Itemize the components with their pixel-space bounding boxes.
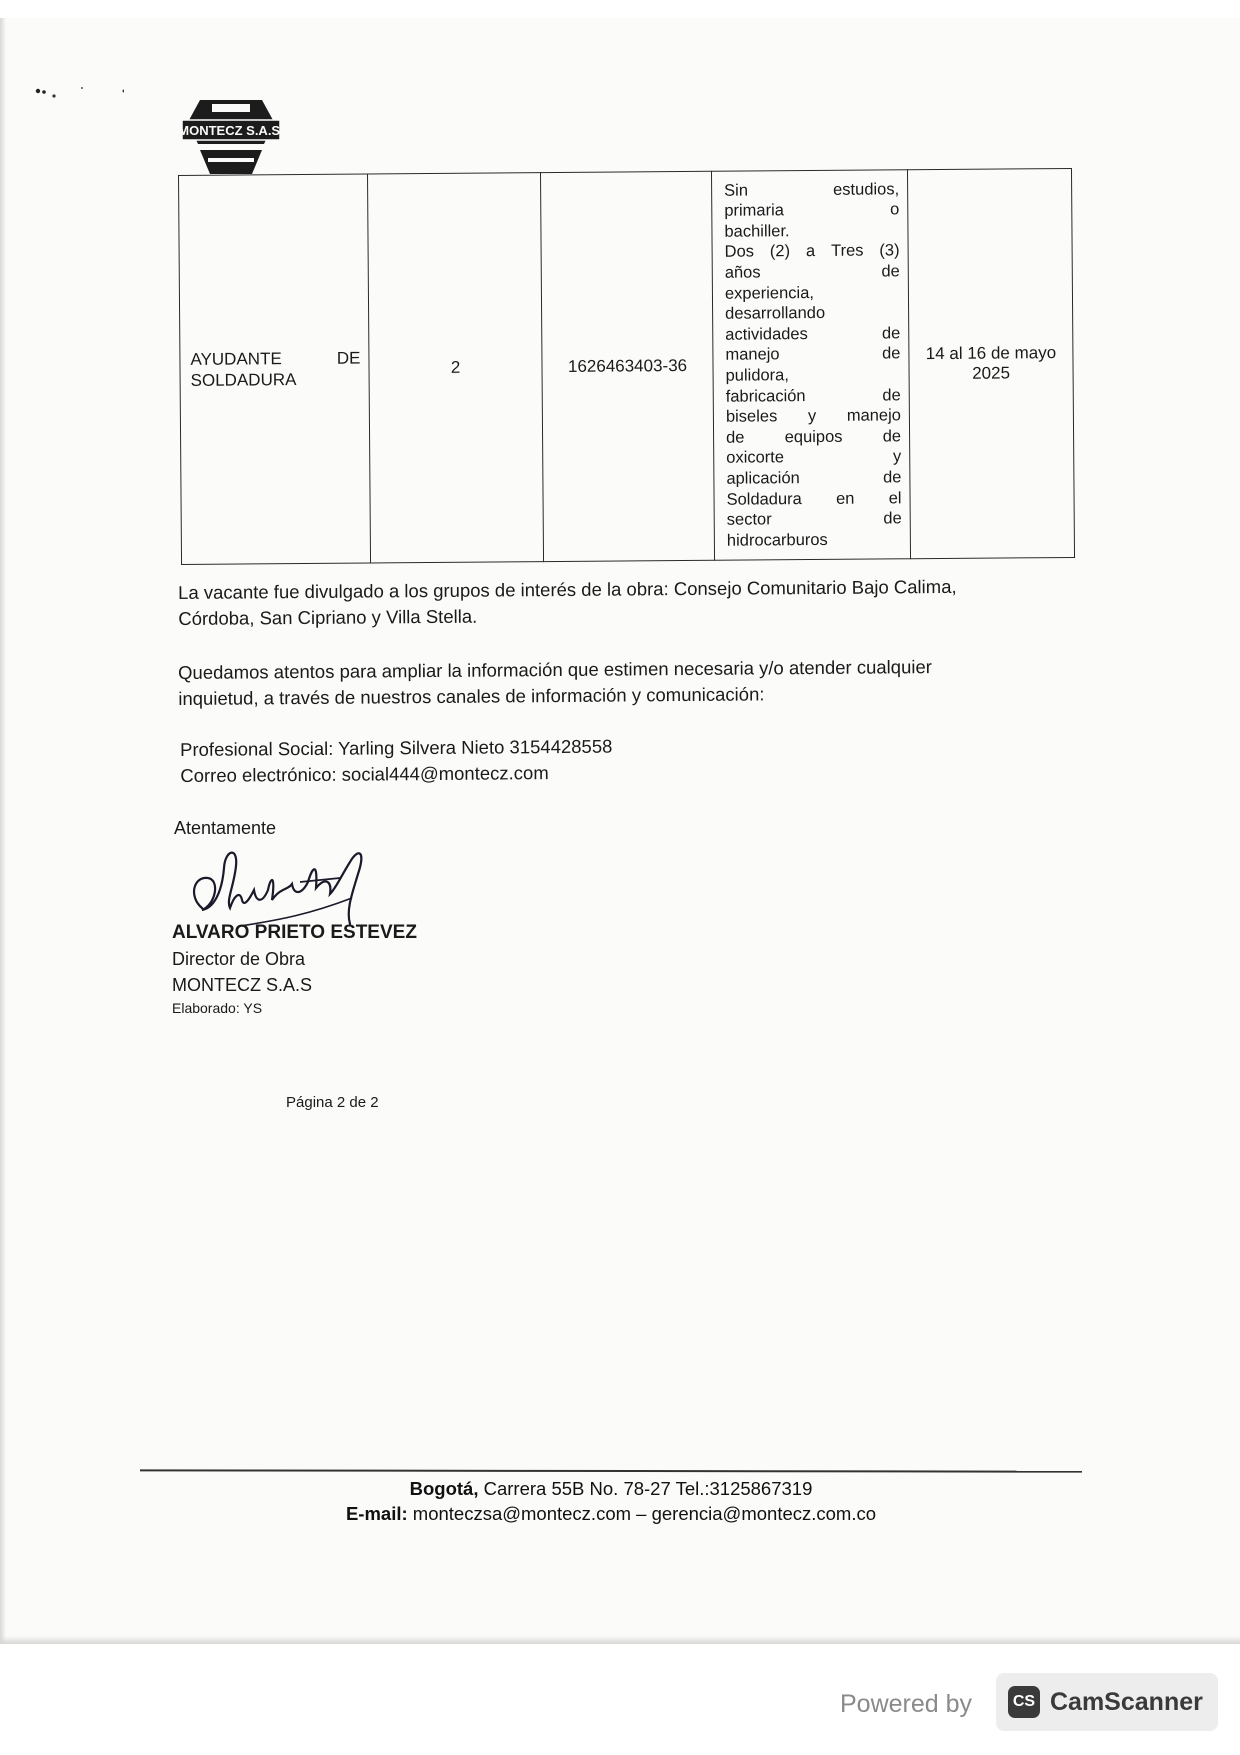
perfil-line [725, 241, 900, 263]
camscanner-icon: CS [1008, 1686, 1040, 1718]
perfil-word: aplicación [726, 469, 800, 488]
perfil-word: de [883, 509, 902, 528]
cell-perfil [711, 170, 910, 561]
perfil-word: años [724, 263, 761, 282]
perfil-word: de [882, 427, 902, 446]
contact-email: Correo electrónico: social444@montecz.com [180, 762, 549, 786]
paragraph-line: Córdoba, San Cipriano y Villa Stella. [178, 605, 478, 629]
perfil-line [726, 488, 901, 510]
perfil-line [725, 344, 900, 366]
perfil-line [726, 385, 901, 407]
perfil-word: bachiller. [724, 222, 790, 241]
perfil-word: (3) [879, 241, 900, 260]
scan-specks [34, 86, 124, 106]
perfil-line [726, 406, 901, 428]
perfil-word: experiencia, [724, 283, 814, 303]
footer-email-label: E-mail: [345, 1503, 408, 1524]
perfil-line [727, 529, 902, 551]
perfil-word: de [881, 344, 901, 363]
scan-edge-shadow [0, 18, 6, 1643]
paragraph-atencion [178, 654, 932, 712]
perfil-word: hidrocarburos [726, 530, 828, 550]
perfil-line [725, 282, 900, 304]
perfil-word: de [882, 468, 902, 487]
elaborado-label: Elaborado: YS [172, 1000, 263, 1016]
footer-email-text: monteczsa@montecz.com – gerencia@montecz.com.co [407, 1503, 877, 1524]
perfil-line [726, 447, 901, 469]
perfil-word: en [836, 489, 855, 508]
perfil-word: sector [726, 510, 772, 529]
perfil-line [724, 200, 899, 222]
perfil-word: y [892, 447, 902, 466]
camscanner-badge [996, 1673, 1218, 1731]
perfil-line [724, 220, 899, 242]
paragraph-line: Quedamos atentos para ampliar la información que estimen necesaria y/o atender cualquier [178, 656, 932, 683]
perfil-word: desarrollando [725, 304, 826, 323]
perfil-word: pulidora, [725, 366, 789, 385]
cell-fecha: 14 al 16 de mayo 2025 [907, 168, 1074, 558]
cell-codigo: 1626463403-36 [540, 171, 714, 561]
footer-city: Bogotá, [409, 1478, 479, 1499]
perfil-line [726, 426, 901, 448]
paragraph-divulgacion [178, 574, 957, 632]
perfil-word: oxicorte [726, 448, 785, 468]
signer-company: MONTECZ S.A.S [172, 975, 313, 995]
camscanner-brand: CamScanner [1050, 1687, 1203, 1716]
perfil-word: de [881, 262, 900, 281]
footer-emails [140, 1501, 1082, 1526]
perfil-word: manejo [725, 345, 780, 365]
powered-by-text: Powered by [840, 1690, 973, 1718]
montecz-logo [178, 88, 284, 184]
perfil-word: de [726, 428, 745, 447]
perfil-word: manejo [846, 406, 901, 425]
perfil-word: equipos [784, 427, 843, 447]
perfil-word: estudios, [833, 179, 900, 199]
perfil-text [724, 179, 902, 551]
paragraph-line: La vacante fue divulgado a los grupos de interés de la obra: Consejo Comunitario Bajo Calima, [178, 575, 957, 603]
signer-role: Director de Obra [172, 949, 306, 969]
signer-block [172, 920, 417, 1018]
perfil-word: primaria [724, 201, 784, 220]
closing-text: Atentamente [174, 818, 277, 838]
contact-social: Profesional Social: Yarling Silvera Nieto 3154428558 [180, 735, 613, 760]
logo-text: MONTECZ S.A.S. [178, 123, 284, 138]
perfil-line [725, 261, 900, 283]
contact-block [180, 734, 613, 789]
footer-address-text: Carrera 55B No. 78-27 Tel.:3125867319 [478, 1478, 813, 1499]
perfil-word: a [805, 242, 816, 261]
perfil-word: actividades [725, 324, 808, 344]
perfil-word: Tres [831, 242, 864, 261]
perfil-line [724, 179, 899, 201]
perfil-word: el [888, 488, 902, 507]
perfil-word: Sin [724, 181, 749, 200]
perfil-word: y [807, 407, 817, 426]
perfil-line [727, 508, 902, 530]
perfil-word: de [881, 324, 901, 343]
perfil-word: Soldadura [726, 489, 802, 509]
perfil-word: de [882, 385, 901, 405]
perfil-line [726, 364, 901, 386]
scan-bottom-shadow [0, 1636, 1240, 1644]
perfil-line [725, 323, 900, 345]
vacancy-table [178, 168, 1075, 565]
perfil-line [726, 467, 901, 489]
cell-cargo [179, 174, 371, 564]
page-number: Página 2 de 2 [286, 1094, 379, 1111]
perfil-word: o [890, 200, 900, 219]
perfil-word: Dos [724, 242, 755, 262]
footer [140, 1476, 1082, 1526]
table-row [179, 168, 1075, 564]
perfil-word: fabricación [725, 386, 806, 406]
perfil-line [725, 303, 900, 325]
perfil-word: (2) [769, 242, 791, 261]
paragraph-line: inquietud, a través de nuestros canales de información y comunicación: [178, 683, 765, 709]
footer-address [140, 1476, 1082, 1501]
perfil-word: biseles [725, 407, 778, 426]
cargo-text: AYUDANTE DE SOLDADURA [190, 348, 361, 390]
signer-name: ALVARO PRIETO ESTEVEZ [172, 922, 417, 943]
cell-cantidad: 2 [367, 173, 543, 563]
